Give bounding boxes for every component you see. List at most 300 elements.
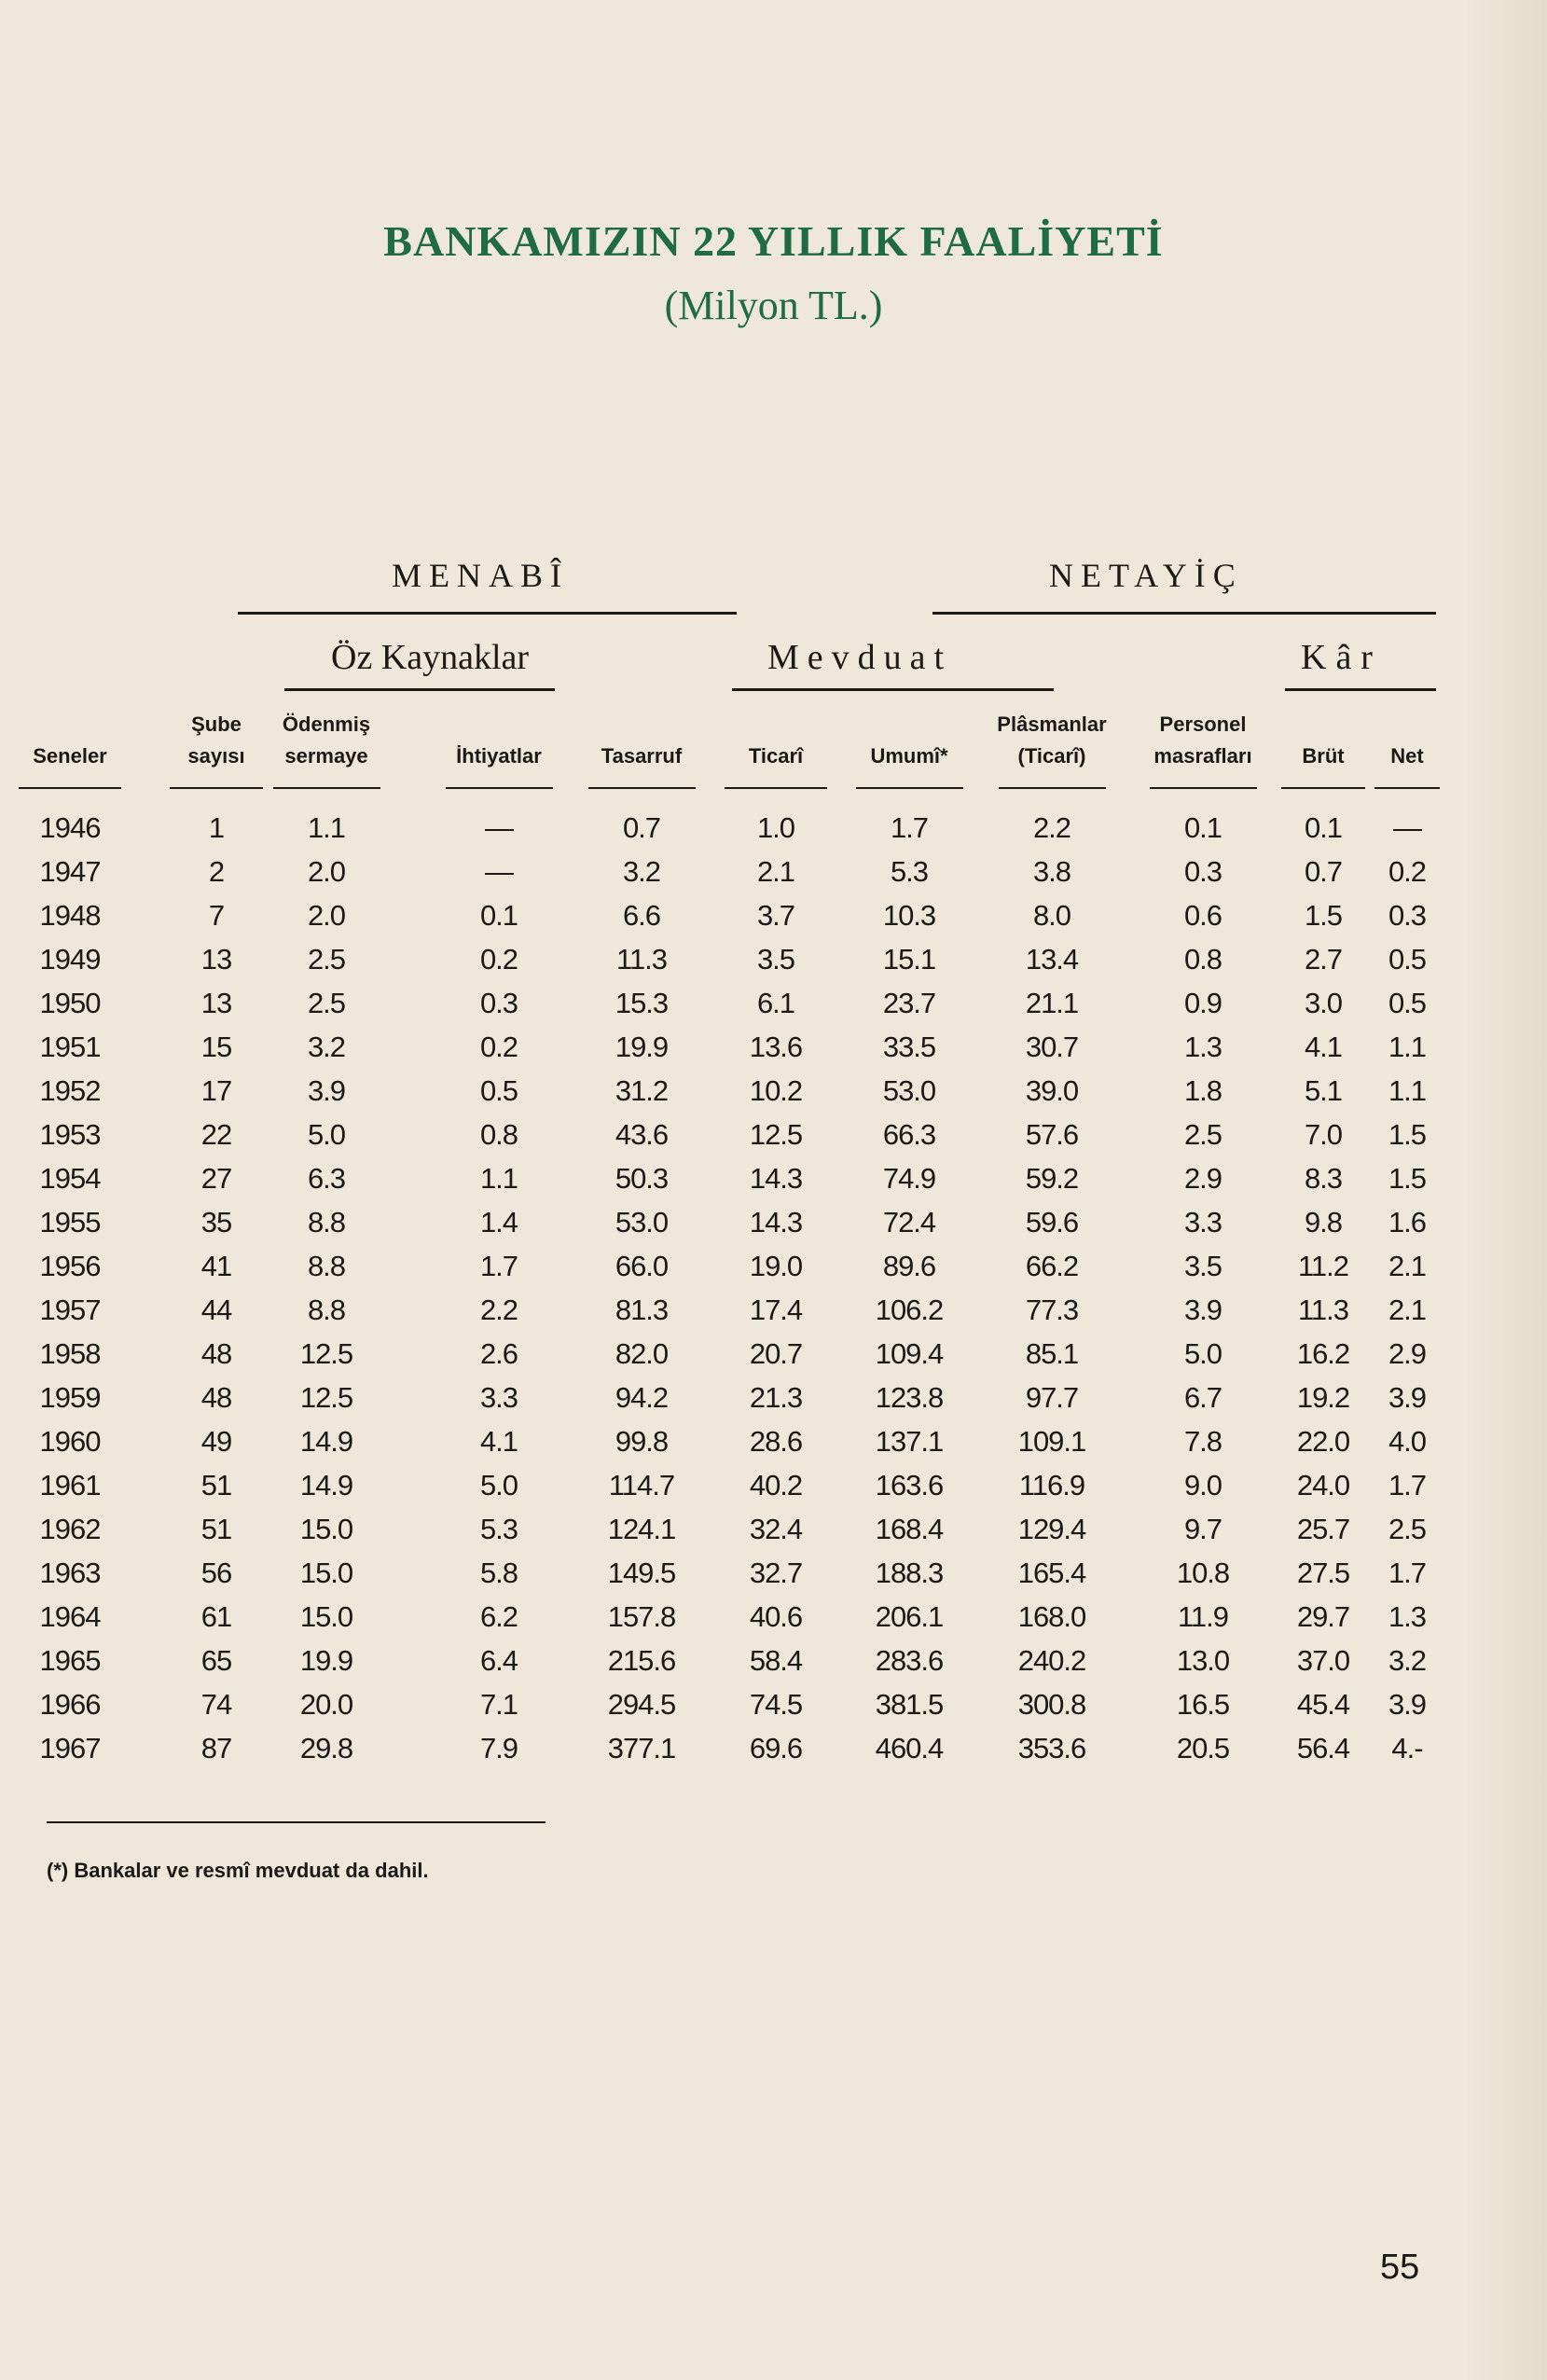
column-header-line2: Ticarî <box>748 744 804 768</box>
cell-ticari: 32.4 <box>749 1513 803 1545</box>
cell-ihtiyatlar: 1.7 <box>479 1250 518 1282</box>
cell-brut: 22.0 <box>1296 1425 1350 1458</box>
cell-personel-masraflari: 6.7 <box>1183 1381 1222 1414</box>
cell-brut: 0.7 <box>1304 855 1343 888</box>
cell-personel-masraflari: 2.5 <box>1183 1118 1222 1151</box>
cell-personel-masraflari: 0.3 <box>1183 855 1222 888</box>
cell-seneler: 1947 <box>39 855 101 888</box>
cell-brut: 2.7 <box>1304 943 1343 976</box>
cell-odenmis-sermaye: 8.8 <box>307 1250 346 1282</box>
column-header-brut <box>1281 709 1365 772</box>
cell-ticari: 13.6 <box>749 1031 803 1063</box>
cell-ihtiyatlar: — <box>485 811 513 844</box>
cell-net: 0.5 <box>1388 943 1427 976</box>
table-row <box>0 1600 1547 1643</box>
cell-net: 1.5 <box>1388 1162 1427 1195</box>
table-row <box>0 1644 1547 1687</box>
cell-plasmanlar-ticari: 66.2 <box>1025 1250 1079 1282</box>
cell-odenmis-sermaye: 6.3 <box>307 1162 346 1195</box>
cell-brut: 7.0 <box>1304 1118 1343 1151</box>
cell-sube-sayisi: 56 <box>200 1557 232 1589</box>
cell-net: 3.9 <box>1388 1688 1427 1721</box>
cell-ticari: 14.3 <box>749 1206 803 1238</box>
cell-tasarruf: 294.5 <box>607 1688 676 1721</box>
cell-seneler: 1951 <box>39 1031 101 1063</box>
cell-seneler: 1956 <box>39 1250 101 1282</box>
group-netayic: NETAYİÇ <box>1049 557 1243 594</box>
group-mevduat: Mevduat <box>767 638 953 677</box>
column-header-line1: Ödenmiş <box>282 713 371 736</box>
cell-sube-sayisi: 87 <box>200 1732 232 1764</box>
cell-ticari: 6.1 <box>756 987 795 1019</box>
cell-sube-sayisi: 1 <box>208 811 225 844</box>
cell-net: — <box>1393 811 1421 844</box>
table-row <box>0 811 1547 854</box>
cell-plasmanlar-ticari: 129.4 <box>1017 1513 1086 1545</box>
cell-seneler: 1955 <box>39 1206 101 1238</box>
column-header-line2: Umumî* <box>870 744 948 768</box>
cell-sube-sayisi: 41 <box>200 1250 232 1282</box>
cell-ihtiyatlar: 1.4 <box>479 1206 518 1238</box>
column-header-line2: Tasarruf <box>601 744 683 768</box>
cell-sube-sayisi: 13 <box>200 943 232 976</box>
column-header-line1 <box>19 709 121 740</box>
cell-plasmanlar-ticari: 57.6 <box>1025 1118 1079 1151</box>
cell-umumi: 283.6 <box>875 1644 944 1677</box>
cell-net: 4.- <box>1391 1732 1423 1764</box>
cell-plasmanlar-ticari: 109.1 <box>1017 1425 1086 1458</box>
column-header-line2: sermaye <box>284 744 368 768</box>
page-title: BANKAMIZIN 22 YILLIK FAALİYETİ <box>383 217 1164 265</box>
cell-ticari: 3.5 <box>756 943 795 976</box>
cell-umumi: 72.4 <box>882 1206 936 1238</box>
cell-ihtiyatlar: 2.2 <box>479 1294 518 1326</box>
cell-brut: 11.2 <box>1297 1250 1349 1282</box>
cell-ihtiyatlar: 4.1 <box>479 1425 518 1458</box>
table-row <box>0 1337 1547 1380</box>
cell-brut: 5.1 <box>1304 1074 1343 1107</box>
cell-net: 3.9 <box>1388 1381 1427 1414</box>
cell-tasarruf: 15.3 <box>615 987 669 1019</box>
cell-umumi: 460.4 <box>875 1732 944 1764</box>
cell-net: 1.5 <box>1388 1118 1427 1151</box>
cell-sube-sayisi: 51 <box>200 1513 232 1545</box>
footnote: (*) Bankalar ve resmî mevduat da dahil. <box>47 1859 429 1882</box>
cell-ihtiyatlar: 0.2 <box>479 1031 518 1063</box>
column-header-odenmis-sermaye <box>270 709 382 772</box>
cell-odenmis-sermaye: 2.0 <box>307 899 346 932</box>
cell-ihtiyatlar: 5.0 <box>479 1469 518 1501</box>
column-header-line1 <box>438 709 559 740</box>
cell-brut: 25.7 <box>1296 1513 1350 1545</box>
cell-umumi: 53.0 <box>882 1074 936 1107</box>
table-row <box>0 987 1547 1030</box>
cell-odenmis-sermaye: 1.1 <box>307 811 346 844</box>
cell-brut: 3.0 <box>1304 987 1343 1019</box>
column-header-underline <box>999 787 1106 789</box>
cell-sube-sayisi: 49 <box>200 1425 232 1458</box>
group-kar: Kâr <box>1301 638 1382 677</box>
cell-brut: 27.5 <box>1296 1557 1350 1589</box>
column-header-line1: Personel <box>1159 713 1247 736</box>
cell-plasmanlar-ticari: 59.2 <box>1025 1162 1079 1195</box>
column-header-net <box>1374 709 1440 772</box>
cell-umumi: 106.2 <box>875 1294 944 1326</box>
cell-tasarruf: 6.6 <box>622 899 661 932</box>
cell-tasarruf: 99.8 <box>615 1425 669 1458</box>
column-header-underline <box>273 787 380 789</box>
cell-ihtiyatlar: 0.1 <box>479 899 518 932</box>
cell-net: 4.0 <box>1388 1425 1427 1458</box>
cell-personel-masraflari: 0.9 <box>1183 987 1222 1019</box>
cell-odenmis-sermaye: 3.9 <box>307 1074 346 1107</box>
cell-personel-masraflari: 16.5 <box>1176 1688 1230 1721</box>
cell-personel-masraflari: 0.8 <box>1183 943 1222 976</box>
cell-umumi: 66.3 <box>882 1118 936 1151</box>
cell-tasarruf: 43.6 <box>615 1118 669 1151</box>
cell-sube-sayisi: 22 <box>200 1118 232 1151</box>
group-menabi: MENABÎ <box>392 557 569 594</box>
column-header-line2: Net <box>1390 744 1424 768</box>
column-header-line2: masrafları <box>1153 744 1252 768</box>
cell-seneler: 1966 <box>39 1688 101 1721</box>
cell-ticari: 58.4 <box>749 1644 803 1677</box>
cell-odenmis-sermaye: 14.9 <box>299 1425 353 1458</box>
cell-sube-sayisi: 13 <box>200 987 232 1019</box>
cell-brut: 19.2 <box>1296 1381 1350 1414</box>
cell-personel-masraflari: 0.6 <box>1183 899 1222 932</box>
cell-sube-sayisi: 48 <box>200 1337 232 1370</box>
cell-personel-masraflari: 7.8 <box>1183 1425 1222 1458</box>
rule-mevduat <box>732 688 1054 691</box>
cell-umumi: 33.5 <box>882 1031 936 1063</box>
column-header-underline <box>588 787 696 789</box>
cell-umumi: 168.4 <box>875 1513 944 1545</box>
cell-sube-sayisi: 51 <box>200 1469 232 1501</box>
cell-brut: 9.8 <box>1304 1206 1343 1238</box>
cell-personel-masraflari: 1.8 <box>1183 1074 1222 1107</box>
cell-seneler: 1950 <box>39 987 101 1019</box>
column-header-underline <box>1374 787 1440 789</box>
cell-ihtiyatlar: 1.1 <box>479 1162 518 1195</box>
cell-net: 1.7 <box>1388 1557 1427 1589</box>
cell-umumi: 5.3 <box>890 855 929 888</box>
cell-brut: 29.7 <box>1296 1600 1350 1633</box>
cell-plasmanlar-ticari: 13.4 <box>1025 943 1079 976</box>
cell-personel-masraflari: 10.8 <box>1176 1557 1230 1589</box>
cell-net: 1.3 <box>1388 1600 1427 1633</box>
cell-tasarruf: 0.7 <box>622 811 661 844</box>
column-header-line2: Brüt <box>1302 744 1345 768</box>
cell-sube-sayisi: 27 <box>200 1162 232 1195</box>
cell-plasmanlar-ticari: 85.1 <box>1025 1337 1079 1370</box>
cell-tasarruf: 19.9 <box>615 1031 669 1063</box>
cell-ticari: 21.3 <box>749 1381 803 1414</box>
cell-tasarruf: 66.0 <box>615 1250 669 1282</box>
column-header-seneler <box>19 709 121 772</box>
column-header-line2: (Ticarî) <box>1017 744 1086 768</box>
cell-plasmanlar-ticari: 353.6 <box>1017 1732 1086 1764</box>
rule-netayic <box>932 612 1436 615</box>
cell-ticari: 74.5 <box>749 1688 803 1721</box>
cell-sube-sayisi: 65 <box>200 1644 232 1677</box>
cell-net: 2.5 <box>1388 1513 1427 1545</box>
cell-net: 0.3 <box>1388 899 1427 932</box>
cell-odenmis-sermaye: 8.8 <box>307 1206 346 1238</box>
cell-personel-masraflari: 13.0 <box>1176 1644 1230 1677</box>
cell-odenmis-sermaye: 12.5 <box>299 1381 353 1414</box>
cell-plasmanlar-ticari: 240.2 <box>1017 1644 1086 1677</box>
table-row <box>0 1732 1547 1775</box>
cell-brut: 56.4 <box>1296 1732 1350 1764</box>
cell-sube-sayisi: 44 <box>200 1294 232 1326</box>
cell-net: 2.9 <box>1388 1337 1427 1370</box>
cell-seneler: 1949 <box>39 943 101 976</box>
cell-plasmanlar-ticari: 77.3 <box>1025 1294 1079 1326</box>
cell-sube-sayisi: 48 <box>200 1381 232 1414</box>
cell-seneler: 1953 <box>39 1118 101 1151</box>
cell-ticari: 20.7 <box>749 1337 803 1370</box>
cell-plasmanlar-ticari: 21.1 <box>1025 987 1079 1019</box>
cell-brut: 4.1 <box>1304 1031 1343 1063</box>
table-row <box>0 1513 1547 1556</box>
cell-sube-sayisi: 35 <box>200 1206 232 1238</box>
table-row <box>0 1206 1547 1249</box>
column-header-tasarruf <box>581 709 702 772</box>
cell-odenmis-sermaye: 12.5 <box>299 1337 353 1370</box>
cell-tasarruf: 11.3 <box>615 943 668 976</box>
cell-odenmis-sermaye: 15.0 <box>299 1513 353 1545</box>
table-row <box>0 899 1547 942</box>
table-row <box>0 855 1547 898</box>
column-header-line1: Plâsmanlar <box>997 713 1107 736</box>
cell-seneler: 1954 <box>39 1162 101 1195</box>
cell-personel-masraflari: 2.9 <box>1183 1162 1222 1195</box>
page-subtitle: (Milyon TL.) <box>664 283 883 328</box>
cell-tasarruf: 81.3 <box>615 1294 669 1326</box>
cell-umumi: 74.9 <box>882 1162 936 1195</box>
column-header-underline <box>446 787 553 789</box>
table-row <box>0 1162 1547 1205</box>
cell-plasmanlar-ticari: 59.6 <box>1025 1206 1079 1238</box>
cell-ticari: 10.2 <box>749 1074 803 1107</box>
cell-ihtiyatlar: 2.6 <box>479 1337 518 1370</box>
cell-umumi: 381.5 <box>875 1688 944 1721</box>
column-header-line1 <box>1281 709 1365 740</box>
cell-net: 2.1 <box>1388 1294 1427 1326</box>
cell-odenmis-sermaye: 2.5 <box>307 987 346 1019</box>
cell-tasarruf: 149.5 <box>607 1557 676 1589</box>
cell-personel-masraflari: 3.9 <box>1183 1294 1222 1326</box>
cell-ticari: 17.4 <box>749 1294 803 1326</box>
cell-brut: 11.3 <box>1297 1294 1349 1326</box>
column-header-umumi <box>849 709 970 772</box>
cell-seneler: 1967 <box>39 1732 101 1764</box>
cell-brut: 16.2 <box>1296 1337 1350 1370</box>
cell-ticari: 69.6 <box>749 1732 803 1764</box>
cell-umumi: 109.4 <box>875 1337 944 1370</box>
cell-sube-sayisi: 2 <box>208 855 225 888</box>
column-header-line1: Şube <box>191 713 242 736</box>
cell-ihtiyatlar: 0.5 <box>479 1074 518 1107</box>
cell-umumi: 89.6 <box>882 1250 936 1282</box>
cell-personel-masraflari: 5.0 <box>1183 1337 1222 1370</box>
cell-ihtiyatlar: 5.3 <box>479 1513 518 1545</box>
cell-ticari: 12.5 <box>749 1118 803 1151</box>
cell-odenmis-sermaye: 19.9 <box>299 1644 353 1677</box>
column-header-line2: sayısı <box>187 744 245 768</box>
cell-personel-masraflari: 9.7 <box>1183 1513 1222 1545</box>
footnote-rule <box>47 1821 546 1823</box>
cell-ihtiyatlar: 6.4 <box>479 1644 518 1677</box>
cell-umumi: 23.7 <box>882 987 936 1019</box>
cell-seneler: 1957 <box>39 1294 101 1326</box>
cell-tasarruf: 124.1 <box>607 1513 676 1545</box>
column-header-line2: Seneler <box>33 744 107 768</box>
cell-brut: 45.4 <box>1296 1688 1350 1721</box>
cell-tasarruf: 53.0 <box>615 1206 669 1238</box>
cell-umumi: 188.3 <box>875 1557 944 1589</box>
cell-umumi: 206.1 <box>875 1600 944 1633</box>
cell-umumi: 1.7 <box>890 811 929 844</box>
cell-tasarruf: 157.8 <box>607 1600 676 1633</box>
cell-seneler: 1961 <box>39 1469 101 1501</box>
cell-plasmanlar-ticari: 39.0 <box>1025 1074 1079 1107</box>
column-header-underline <box>1150 787 1257 789</box>
cell-umumi: 10.3 <box>882 899 936 932</box>
cell-tasarruf: 94.2 <box>615 1381 669 1414</box>
cell-sube-sayisi: 7 <box>208 899 225 932</box>
cell-personel-masraflari: 3.5 <box>1183 1250 1222 1282</box>
column-header-ticari <box>725 709 827 772</box>
cell-ihtiyatlar: 0.3 <box>479 987 518 1019</box>
cell-seneler: 1958 <box>39 1337 101 1370</box>
cell-seneler: 1952 <box>39 1074 101 1107</box>
cell-plasmanlar-ticari: 168.0 <box>1017 1600 1086 1633</box>
cell-brut: 8.3 <box>1304 1162 1343 1195</box>
cell-personel-masraflari: 1.3 <box>1183 1031 1222 1063</box>
cell-ticari: 3.7 <box>756 899 795 932</box>
cell-tasarruf: 82.0 <box>615 1337 669 1370</box>
cell-net: 2.1 <box>1388 1250 1427 1282</box>
cell-seneler: 1964 <box>39 1600 101 1633</box>
column-header-ihtiyatlar <box>438 709 559 772</box>
cell-tasarruf: 50.3 <box>615 1162 669 1195</box>
cell-ihtiyatlar: 0.8 <box>479 1118 518 1151</box>
cell-seneler: 1965 <box>39 1644 101 1677</box>
cell-plasmanlar-ticari: 300.8 <box>1017 1688 1086 1721</box>
cell-net: 1.6 <box>1388 1206 1427 1238</box>
cell-personel-masraflari: 20.5 <box>1176 1732 1230 1764</box>
cell-seneler: 1960 <box>39 1425 101 1458</box>
cell-personel-masraflari: 9.0 <box>1183 1469 1222 1501</box>
cell-tasarruf: 114.7 <box>608 1469 675 1501</box>
cell-odenmis-sermaye: 20.0 <box>299 1688 353 1721</box>
cell-personel-masraflari: 3.3 <box>1183 1206 1222 1238</box>
group-oz-kaynaklar: Öz Kaynaklar <box>331 638 530 677</box>
cell-brut: 1.5 <box>1304 899 1343 932</box>
column-header-underline <box>19 787 121 789</box>
cell-ihtiyatlar: — <box>485 855 513 888</box>
cell-umumi: 137.1 <box>875 1425 944 1458</box>
column-header-line1 <box>725 709 827 740</box>
cell-tasarruf: 377.1 <box>607 1732 676 1764</box>
cell-plasmanlar-ticari: 3.8 <box>1032 855 1071 888</box>
cell-ihtiyatlar: 0.2 <box>479 943 518 976</box>
cell-seneler: 1946 <box>39 811 101 844</box>
table-row <box>0 1250 1547 1293</box>
column-header-personel-masraflari <box>1133 709 1273 772</box>
cell-sube-sayisi: 74 <box>200 1688 232 1721</box>
cell-personel-masraflari: 0.1 <box>1183 811 1222 844</box>
cell-brut: 37.0 <box>1296 1644 1350 1677</box>
cell-tasarruf: 215.6 <box>607 1644 676 1677</box>
cell-plasmanlar-ticari: 165.4 <box>1017 1557 1086 1589</box>
cell-ticari: 2.1 <box>756 855 795 888</box>
column-header-underline <box>170 787 263 789</box>
cell-sube-sayisi: 61 <box>200 1600 232 1633</box>
cell-net: 1.7 <box>1388 1469 1427 1501</box>
cell-ticari: 40.2 <box>749 1469 803 1501</box>
table-row <box>0 1381 1547 1424</box>
rule-menabi <box>238 612 737 615</box>
cell-odenmis-sermaye: 2.0 <box>307 855 346 888</box>
column-header-line1 <box>1374 709 1440 740</box>
cell-net: 1.1 <box>1388 1031 1427 1063</box>
cell-brut: 0.1 <box>1304 811 1343 844</box>
cell-plasmanlar-ticari: 116.9 <box>1018 1469 1085 1501</box>
cell-umumi: 123.8 <box>875 1381 944 1414</box>
cell-ticari: 19.0 <box>749 1250 803 1282</box>
column-header-underline <box>1281 787 1365 789</box>
column-header-underline <box>725 787 827 789</box>
cell-plasmanlar-ticari: 97.7 <box>1025 1381 1079 1414</box>
cell-net: 0.5 <box>1388 987 1427 1019</box>
cell-ihtiyatlar: 7.1 <box>479 1688 518 1721</box>
table-row <box>0 1074 1547 1117</box>
cell-odenmis-sermaye: 15.0 <box>299 1557 353 1589</box>
table-row <box>0 943 1547 986</box>
cell-ticari: 14.3 <box>749 1162 803 1195</box>
cell-ihtiyatlar: 5.8 <box>479 1557 518 1589</box>
column-header-plasmanlar-ticari <box>977 709 1126 772</box>
cell-umumi: 163.6 <box>875 1469 944 1501</box>
cell-net: 3.2 <box>1388 1644 1427 1677</box>
cell-odenmis-sermaye: 3.2 <box>307 1031 346 1063</box>
cell-net: 1.1 <box>1388 1074 1427 1107</box>
cell-ihtiyatlar: 6.2 <box>479 1600 518 1633</box>
cell-odenmis-sermaye: 14.9 <box>299 1469 353 1501</box>
cell-ticari: 28.6 <box>749 1425 803 1458</box>
cell-seneler: 1948 <box>39 899 101 932</box>
cell-ticari: 40.6 <box>749 1600 803 1633</box>
cell-ihtiyatlar: 7.9 <box>479 1732 518 1764</box>
cell-odenmis-sermaye: 29.8 <box>299 1732 353 1764</box>
column-header-line1 <box>849 709 970 740</box>
table-row <box>0 1688 1547 1731</box>
table-row <box>0 1557 1547 1599</box>
column-header-sube-sayisi <box>170 709 263 772</box>
cell-odenmis-sermaye: 8.8 <box>307 1294 346 1326</box>
cell-plasmanlar-ticari: 30.7 <box>1025 1031 1079 1063</box>
cell-ticari: 1.0 <box>756 811 795 844</box>
column-header-line1 <box>581 709 702 740</box>
column-header-line2: İhtiyatlar <box>456 744 542 768</box>
cell-sube-sayisi: 17 <box>200 1074 232 1107</box>
cell-odenmis-sermaye: 2.5 <box>307 943 346 976</box>
table-row <box>0 1294 1547 1336</box>
table-row <box>0 1469 1547 1512</box>
